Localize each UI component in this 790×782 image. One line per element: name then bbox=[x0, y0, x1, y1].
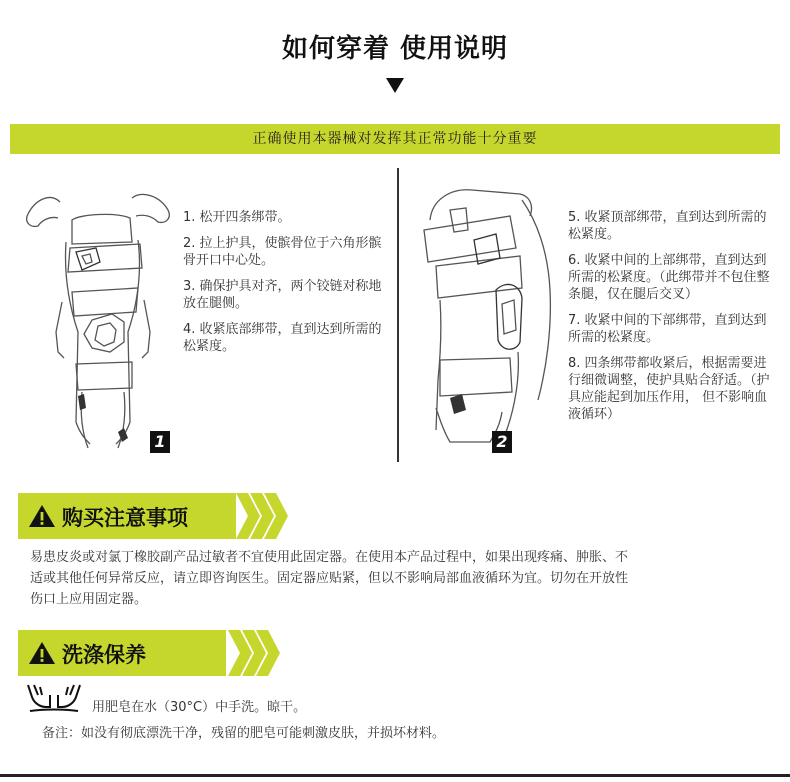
down-arrow-icon bbox=[386, 78, 404, 93]
care-section-header bbox=[18, 630, 280, 676]
step-item: 8. 四条绑带都收紧后，根据需要进行细微调整，使护具贴合舒适。（护具应能起到加压作用， 但不影响血液循环） bbox=[568, 356, 770, 422]
step-item: 2. 拉上护具，使髌骨位于六角形髌骨开口中心处。 bbox=[183, 236, 382, 268]
care-note: 备注：如没有彻底漂洗干净，残留的肥皂可能刺激皮肤，并损坏材料。 bbox=[42, 726, 446, 741]
page-title: 如何穿着 使用说明 bbox=[281, 34, 509, 64]
caution-line: 伤口上应用固定器。 bbox=[30, 592, 148, 607]
hand-wash-icon bbox=[26, 683, 82, 713]
knee-brace-side-illustration bbox=[410, 180, 560, 455]
care-heading: 洗涤保养 bbox=[62, 643, 146, 667]
bottom-divider bbox=[0, 774, 790, 777]
caution-text bbox=[30, 547, 730, 610]
triple-chevron-icon bbox=[236, 493, 288, 539]
caution-line: 易患皮炎或对氯丁橡胶副产品过敏者不宜使用此固定器。在使用本产品过程中，如果出现疼痛、肿胀、不 bbox=[30, 550, 629, 565]
step-item: 3. 确保护具对齐，两个铰链对称地放在腿侧。 bbox=[183, 279, 382, 311]
steps-right-list bbox=[568, 209, 776, 432]
step-item: 6. 收紧中间的上部绑带，直到达到所需的松紧度。（此绑带并不包住整条腿，仅在腿后交叉） bbox=[568, 253, 770, 302]
steps-left-list bbox=[183, 209, 391, 364]
wash-instruction: 用肥皂在水（30°C）中手洗。晾干。 bbox=[92, 700, 307, 715]
caution-section-header bbox=[18, 493, 288, 539]
knee-brace-front-illustration bbox=[20, 182, 180, 454]
caution-line: 适或其他任何异常反应，请立即咨询医生。固定器应贴紧，但以不影响局部血液循环为宜。切勿在开放性 bbox=[30, 571, 629, 586]
figure-number-2: 2 bbox=[492, 431, 512, 453]
warning-triangle-icon bbox=[28, 641, 56, 665]
figure-number-1: 1 bbox=[150, 431, 170, 453]
caution-heading: 购买注意事项 bbox=[62, 506, 188, 530]
step-item: 5. 收紧顶部绑带，直到达到所需的松紧度。 bbox=[568, 210, 767, 242]
step-item: 1. 松开四条绑带。 bbox=[183, 210, 291, 225]
step-item: 4. 收紧底部绑带，直到达到所需的松紧度。 bbox=[183, 322, 382, 354]
column-divider bbox=[397, 168, 399, 462]
warning-triangle-icon bbox=[28, 504, 56, 528]
triple-chevron-icon bbox=[228, 630, 280, 676]
importance-banner: 正确使用本器械对发挥其正常功能十分重要 bbox=[10, 124, 780, 154]
step-item: 7. 收紧中间的下部绑带，直到达到所需的松紧度。 bbox=[568, 313, 767, 345]
